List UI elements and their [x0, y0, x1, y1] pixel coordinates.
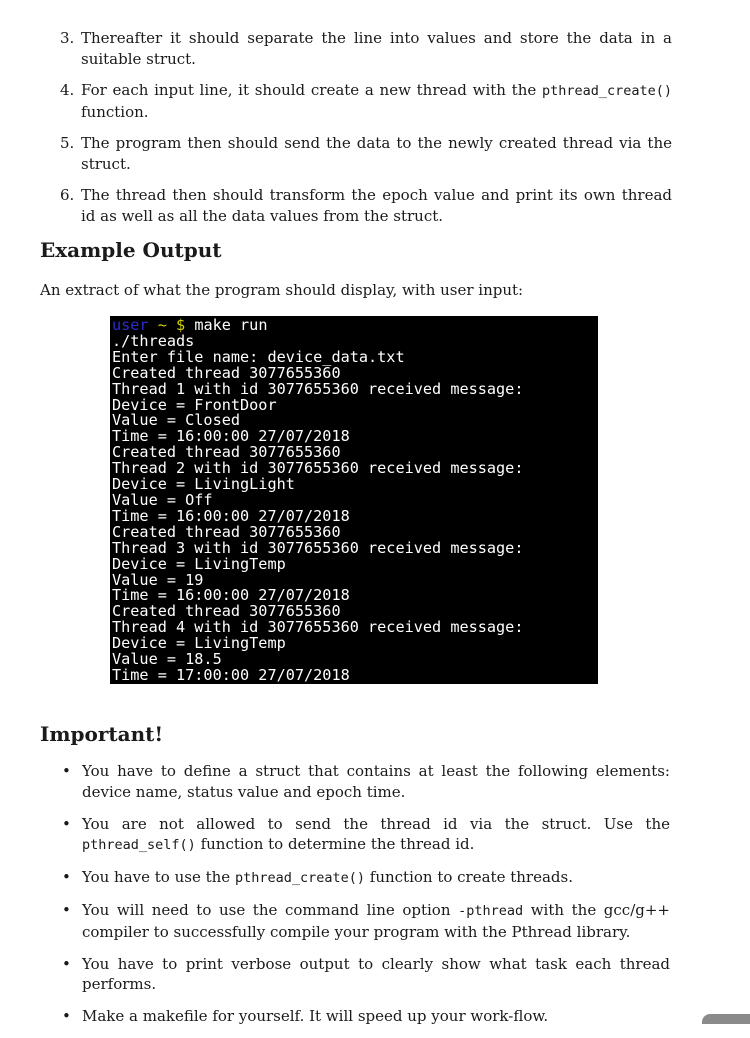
- bullet-glyph: •: [62, 901, 71, 919]
- numbered-steps: [60, 28, 672, 237]
- bullet-text: function to determine the thread id.: [195, 835, 475, 853]
- scroll-corner-tab[interactable]: [702, 1014, 750, 1024]
- step-text: For each input line, it should create a new thread with the: [81, 81, 542, 99]
- bullet-text: You will need to use the command line option: [82, 901, 459, 919]
- terminal-line: Value = Closed: [112, 411, 241, 430]
- bullet-glyph: •: [62, 762, 71, 780]
- terminal-line: Enter file name: device_data.txt: [112, 347, 405, 366]
- bullet-item: [62, 761, 670, 802]
- step-item: [60, 28, 672, 69]
- terminal-line: Thread 4 with id 3077655360 received message:: [112, 618, 524, 637]
- example-intro-text: An extract of what the program should display, with user input:: [40, 281, 524, 299]
- terminal-line: Created thread 3077655360: [112, 363, 341, 382]
- prompt-dollar: $: [176, 316, 186, 334]
- step-text: Thereafter it should separate the line into values and store the data in a suitable struct.: [81, 29, 672, 68]
- terminal-line: ./threads: [112, 331, 195, 350]
- bullet-item: [62, 954, 670, 995]
- step-item: [60, 133, 672, 174]
- step-number: 6.: [60, 186, 75, 204]
- step-number: 4.: [60, 81, 75, 99]
- terminal-line: Device = LivingTemp: [112, 554, 286, 573]
- bullet-item: [62, 1006, 670, 1027]
- terminal-line: Time = 16:00:00 27/07/2018: [112, 506, 350, 525]
- terminal-line: Device = LivingTemp: [112, 634, 286, 653]
- step-text: The thread then should transform the epoch value and print its own thread id as well as all the data values from the struct.: [81, 186, 672, 225]
- important-heading: Important!: [40, 722, 164, 746]
- step-number: 5.: [60, 134, 75, 152]
- prompt-command: make run: [185, 316, 268, 334]
- inline-code: pthread_self(): [82, 837, 196, 853]
- terminal-line: Device = FrontDoor: [112, 395, 277, 414]
- terminal-line: Thread 1 with id 3077655360 received message:: [112, 379, 524, 398]
- step-item: [60, 80, 672, 122]
- bullet-glyph: •: [62, 814, 71, 833]
- step-number: 3.: [60, 29, 75, 47]
- terminal-line: Value = Off: [112, 490, 213, 509]
- example-output-heading: Example Output: [40, 238, 222, 262]
- bullet-glyph: •: [62, 954, 71, 973]
- terminal-line: Thread 3 with id 3077655360 received message:: [112, 538, 524, 557]
- bullet-item: [62, 814, 670, 856]
- step-text: The program then should send the data to the newly created thread via the struct.: [81, 134, 672, 173]
- bullet-text: with the gcc/g++ compiler to successfully compile your program with the Pthread library.: [82, 901, 670, 941]
- terminal-output: [110, 316, 598, 684]
- bullet-text: You have to print verbose output to clearly show what task each thread performs.: [82, 954, 670, 993]
- bullet-glyph: •: [62, 868, 71, 886]
- prompt-user: user: [112, 316, 149, 334]
- step-text: function.: [81, 102, 149, 121]
- bullet-text: You are not allowed to send the thread id via the struct. Use the: [82, 814, 670, 833]
- terminal-line: Created thread 3077655360: [112, 602, 341, 621]
- step-item: [60, 185, 672, 226]
- important-bullets: [62, 761, 670, 1038]
- bullet-item: [62, 867, 670, 889]
- bullet-text: function to create threads.: [365, 868, 573, 886]
- terminal-line: Value = 18.5: [112, 650, 222, 669]
- bullet-glyph: •: [62, 1007, 71, 1025]
- terminal-line: Time = 17:00:00 27/07/2018: [112, 665, 350, 684]
- terminal-line: Thread 2 with id 3077655360 received message:: [112, 459, 524, 478]
- terminal-line: Device = LivingLight: [112, 475, 295, 494]
- terminal-line: Time = 16:00:00 27/07/2018: [112, 586, 350, 605]
- terminal-line: Created thread 3077655360: [112, 522, 341, 541]
- terminal-line: Value = 19: [112, 570, 204, 589]
- inline-code: pthread_create(): [541, 83, 672, 99]
- inline-code: -pthread: [458, 903, 524, 919]
- bullet-text: Make a makefile for yourself. It will speed up your work-flow.: [82, 1007, 549, 1025]
- terminal-line: Time = 16:00:00 27/07/2018: [112, 427, 350, 446]
- prompt-separator: ~: [148, 316, 177, 334]
- bullet-text: You have to use the: [82, 868, 235, 886]
- bullet-item: [62, 900, 670, 942]
- inline-code: pthread_create(): [234, 870, 365, 886]
- bullet-text: You have to define a struct that contains at least the following elements: device name, status value and epoch time.: [82, 762, 670, 801]
- terminal-line: Created thread 3077655360: [112, 443, 341, 462]
